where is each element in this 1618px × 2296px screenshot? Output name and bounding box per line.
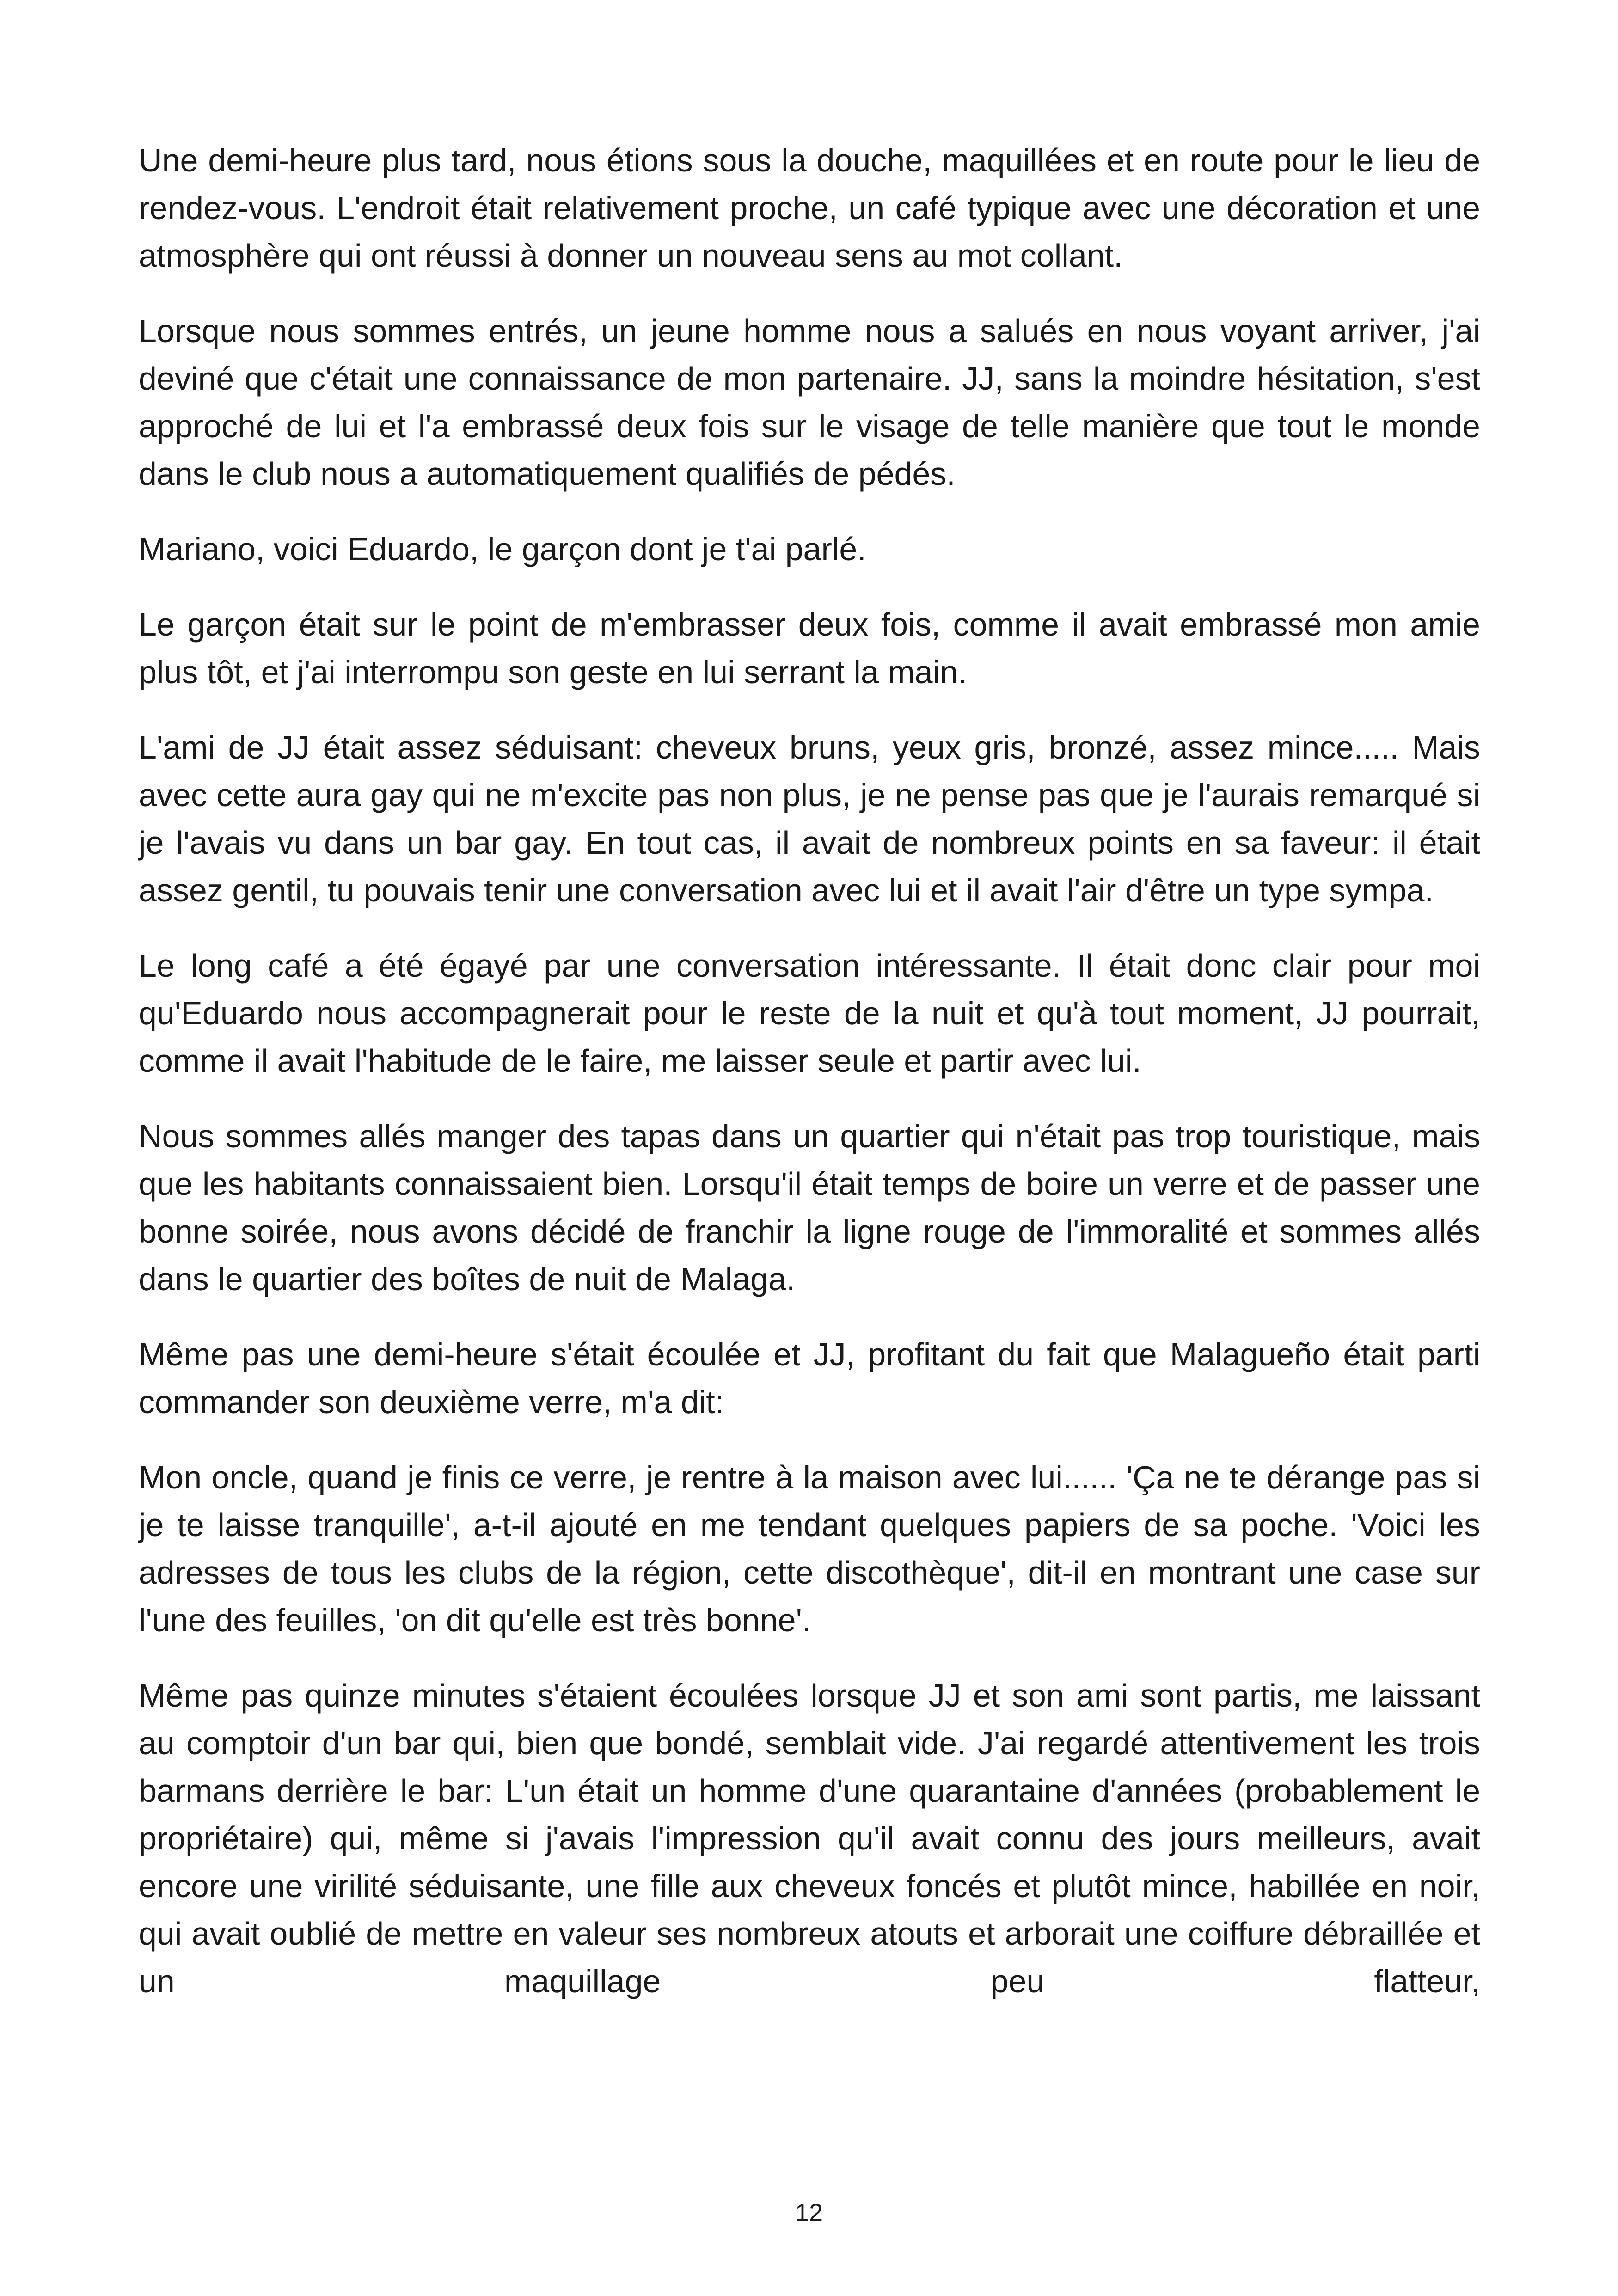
body-text <box>139 137 1480 2005</box>
paragraph: Nous sommes allés manger des tapas dans un quartier qui n'était pas trop touristique, mais que les habitants connaissaient bien. Lorsqu'il était temps de boire un verre et de passer une bonne soirée, nous avons décidé de franchir la ligne rouge de l'immoralité et sommes allés dans le quartier des boîtes de nuit de Malaga. <box>139 1118 1480 1297</box>
paragraph: Même pas une demi-heure s'était écoulée et JJ, profitant du fait que Malagueño était parti commander son deuxième verre, m'a dit: <box>139 1336 1480 1420</box>
paragraph: Le long café a été égayé par une conversation intéressante. Il était donc clair pour moi qu'Eduardo nous accompagnerait pour le reste de la nuit et qu'à tout moment, JJ pourrait, comme il avait l'habitude de le faire, me laisser seule et partir avec lui. <box>139 948 1480 1079</box>
paragraph: Mon oncle, quand je finis ce verre, je rentre à la maison avec lui...... 'Ça ne te dérange pas si je te laisse tranquille', a-t-il ajouté en me tendant quelques papiers de sa poche. 'Voici les adresses de tous les clubs de la région, cette discothèque', dit-il en montrant une case sur l'une des feuilles, 'on dit qu'elle est très bonne'. <box>139 1459 1480 1638</box>
page-number: 12 <box>795 2199 823 2227</box>
paragraph: Une demi-heure plus tard, nous étions sous la douche, maquillées et en route pour le lieu de rendez-vous. L'endroit était relativement proche, un café typique avec une décoration et une atmosphère qui ont réussi à donner un nouveau sens au mot collant. <box>139 142 1480 274</box>
paragraph: L'ami de JJ était assez séduisant: cheveux bruns, yeux gris, bronzé, assez mince..... Mais avec cette aura gay qui ne m'excite pas non plus, je ne pense pas que je l'aurais remarqué si je l'avais vu dans un bar gay. En tout cas, il avait de nombreux points en sa faveur: il était assez gentil, tu pouvais tenir une conversation avec lui et il avait l'air d'être un type sympa. <box>139 729 1480 908</box>
paragraph: Lorsque nous sommes entrés, un jeune homme nous a salués en nous voyant arriver, j'ai deviné que c'était une connaissance de mon partenaire. JJ, sans la moindre hésitation, s'est approché de lui et l'a embrassé deux fois sur le visage de telle manière que tout le monde dans le club nous a automatiquement qualifiés de pédés. <box>139 313 1480 492</box>
paragraph: Mariano, voici Eduardo, le garçon dont je t'ai parlé. <box>139 531 866 567</box>
paragraph: Le garçon était sur le point de m'embrasser deux fois, comme il avait embrassé mon amie plus tôt, et j'ai interrompu son geste en lui serrant la main. <box>139 606 1480 690</box>
paragraph: Même pas quinze minutes s'étaient écoulées lorsque JJ et son ami sont partis, me laissant au comptoir d'un bar qui, bien que bondé, semblait vide. J'ai regardé attentivement les trois barmans derrière le bar: L'un était un homme d'une quarantaine d'années (probablement le propriétaire) qui, même si j'avais l'impression qu'il avait connu des jours meilleurs, avait encore une virilité séduisante, une fille aux cheveux foncés et plutôt mince, habillée en noir, qui avait oublié de mettre en valeur ses nombreux atouts et arborait une coiffure débraillée et un maquillage peu flatteur, <box>139 1678 1480 1999</box>
